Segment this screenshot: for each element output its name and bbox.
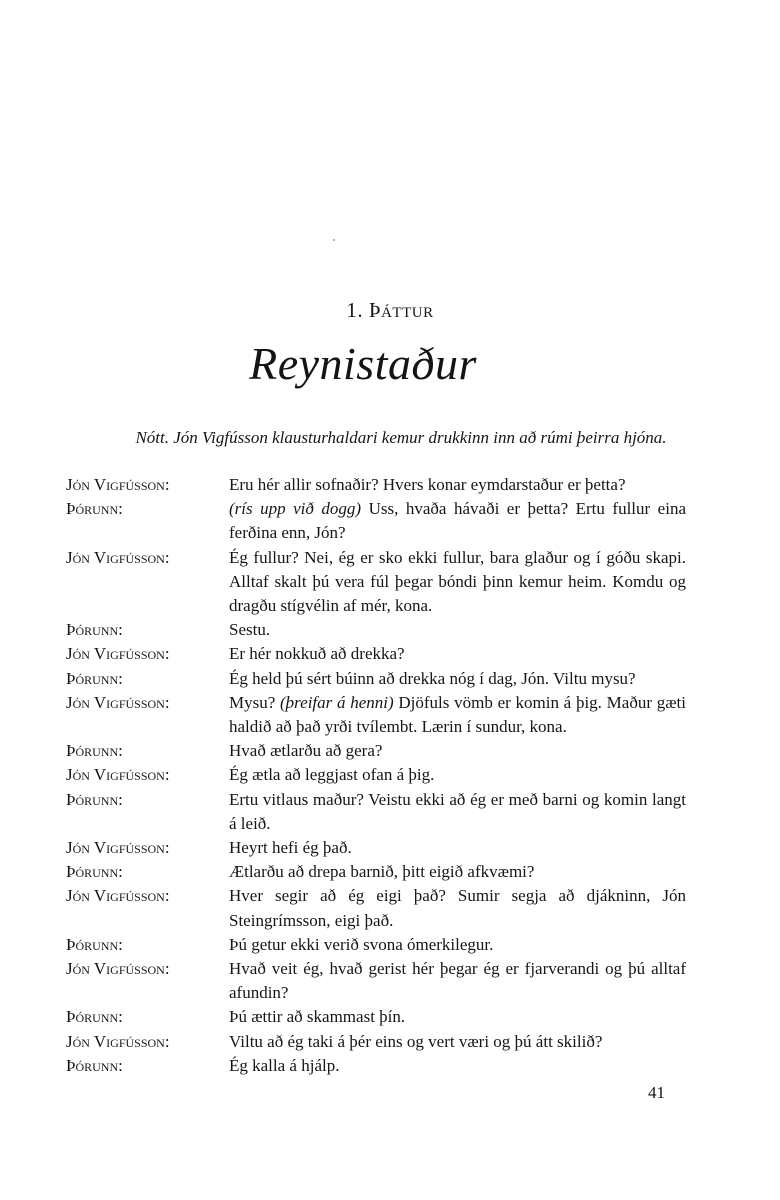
dialogue-line bbox=[66, 788, 686, 836]
dialogue-line bbox=[66, 618, 686, 642]
speech-text bbox=[229, 618, 686, 642]
speech-text bbox=[229, 957, 686, 1005]
speech-text bbox=[229, 1005, 686, 1029]
page-number: 41 bbox=[648, 1083, 665, 1102]
speech-content: Hvað ætlarðu að gera? bbox=[229, 741, 383, 761]
scene-title: Reynistaður bbox=[249, 338, 477, 389]
speaker-name: Jón Vigfússon: bbox=[66, 475, 170, 494]
speaker-name: Þórunn: bbox=[66, 862, 123, 882]
speaker-name: Jón Vigfússon: bbox=[66, 1031, 170, 1051]
dialogue-line bbox=[66, 933, 686, 957]
speaker-name: Þórunn: bbox=[66, 741, 123, 761]
speech-text bbox=[229, 546, 686, 619]
dialogue-line bbox=[66, 739, 686, 763]
speech-text bbox=[229, 788, 686, 836]
dialogue-line bbox=[66, 473, 686, 497]
speaker-name: Þórunn: bbox=[66, 934, 123, 954]
dialogue-line bbox=[66, 642, 686, 666]
speech-text bbox=[229, 763, 686, 787]
dialogue-line bbox=[66, 836, 686, 860]
dialogue-line bbox=[66, 763, 686, 787]
speech-text bbox=[229, 836, 686, 860]
speech-content: Ég ætla að leggjast ofan á þig. bbox=[229, 765, 435, 785]
speech-content: Ég kalla á hjálp. bbox=[229, 1055, 340, 1075]
speech-content: Þú getur ekki verið svona ómerkilegur. bbox=[229, 934, 494, 954]
dialogue-line bbox=[66, 497, 686, 545]
speech-text bbox=[229, 667, 686, 691]
dialogue-line bbox=[66, 546, 686, 619]
speaker-name: Þórunn: bbox=[66, 620, 123, 640]
speaker-name: Jón Vigfússon: bbox=[66, 838, 170, 858]
speech-text bbox=[229, 1054, 686, 1078]
speech-content: Viltu að ég taki á þér eins og vert væri og þú átt skilið? bbox=[229, 1031, 603, 1051]
speaker-name: Þórunn: bbox=[66, 1055, 123, 1075]
inline-stage-direction: (rís upp við dogg) bbox=[229, 499, 362, 519]
stage-direction: Nótt. Jón Vigfússon klausturhaldari kemur drukkinn inn að rúmi þeirra hjóna. bbox=[135, 428, 667, 447]
speaker-name: Jón Vigfússon: bbox=[66, 692, 170, 712]
speaker-name: Þórunn: bbox=[66, 499, 123, 519]
speech-text bbox=[229, 884, 686, 932]
act-number: 1. bbox=[346, 298, 364, 322]
dialogue-line bbox=[66, 1005, 686, 1029]
speech-content: Heyrt hefi ég það. bbox=[229, 838, 352, 858]
act-label: Þáttur bbox=[368, 298, 434, 322]
dialogue-line bbox=[66, 667, 686, 691]
speech-content: Ætlarðu að drepa barnið, þitt eigið afkvæmi? bbox=[229, 862, 535, 882]
dialogue-line bbox=[66, 1054, 686, 1078]
speech-content: Hvað veit ég, hvað gerist hér þegar ég er fjarverandi og þú alltaf afundin? bbox=[229, 959, 686, 1003]
speech-content: Hver segir að ég eigi það? Sumir segja að djákninn, Jón Steingrímsson, eigi það. bbox=[229, 886, 686, 930]
speaker-name: Jón Vigfússon: bbox=[66, 886, 170, 906]
speech-content: Þú ættir að skammast þín. bbox=[229, 1007, 406, 1027]
speech-content: Ég fullur? Nei, ég er sko ekki fullur, bara glaður og í góðu skapi. Alltaf skalt þú vera fúl þegar bóndi þinn kemur heim. Komdu og dragðu stígvélin af mér, kona. bbox=[229, 547, 686, 616]
dialogue bbox=[66, 473, 686, 1078]
dialogue-line bbox=[66, 1030, 686, 1054]
speech-content: Ég held þú sért búinn að drekka nóg í dag, Jón. Viltu mysu? bbox=[229, 668, 636, 688]
speaker-name: Þórunn: bbox=[66, 789, 123, 809]
speech-text bbox=[229, 860, 686, 884]
speech-content: Ertu vitlaus maður? Veistu ekki að ég er með barni og komin langt á leið. bbox=[229, 789, 686, 833]
scan-speck bbox=[333, 239, 335, 241]
inline-stage-direction: (þreifar á henni) bbox=[280, 692, 394, 712]
speech-text bbox=[229, 739, 686, 763]
speaker-name: Jón Vigfússon: bbox=[66, 959, 170, 979]
speaker-name: Jón Vigfússon: bbox=[66, 547, 170, 567]
speech-text: (rís upp við dogg) Uss, hvaða hávaði er þetta? Ertu fullur eina ferðina enn, Jón? bbox=[229, 499, 686, 543]
speaker-name: Jón Vigfússon: bbox=[66, 765, 170, 785]
speech-content: Er hér nokkuð að drekka? bbox=[229, 644, 405, 664]
speech-text bbox=[229, 473, 686, 497]
speaker-name: Þórunn: bbox=[66, 668, 123, 688]
speaker-name: Jón Vigfússon: bbox=[66, 644, 170, 664]
speech-text bbox=[229, 933, 686, 957]
act-heading bbox=[0, 298, 780, 323]
dialogue-line bbox=[66, 884, 686, 932]
speech-content: Sestu. bbox=[229, 620, 271, 640]
speech-text: Mysu? (þreifar á henni) Djöfuls vömb er komin á þig. Maður gæti haldið að það yrði tvílembt. Lærin í sundur, kona. bbox=[229, 692, 686, 737]
speech-content: Eru hér allir sofnaðir? Hvers konar eymdarstaður er þetta? bbox=[229, 475, 626, 494]
speech-text bbox=[229, 1030, 686, 1054]
speech-text bbox=[229, 642, 686, 666]
dialogue-line bbox=[66, 860, 686, 884]
dialogue-line bbox=[66, 957, 686, 1005]
dialogue-line bbox=[66, 691, 686, 739]
speaker-name: Þórunn: bbox=[66, 1007, 123, 1027]
